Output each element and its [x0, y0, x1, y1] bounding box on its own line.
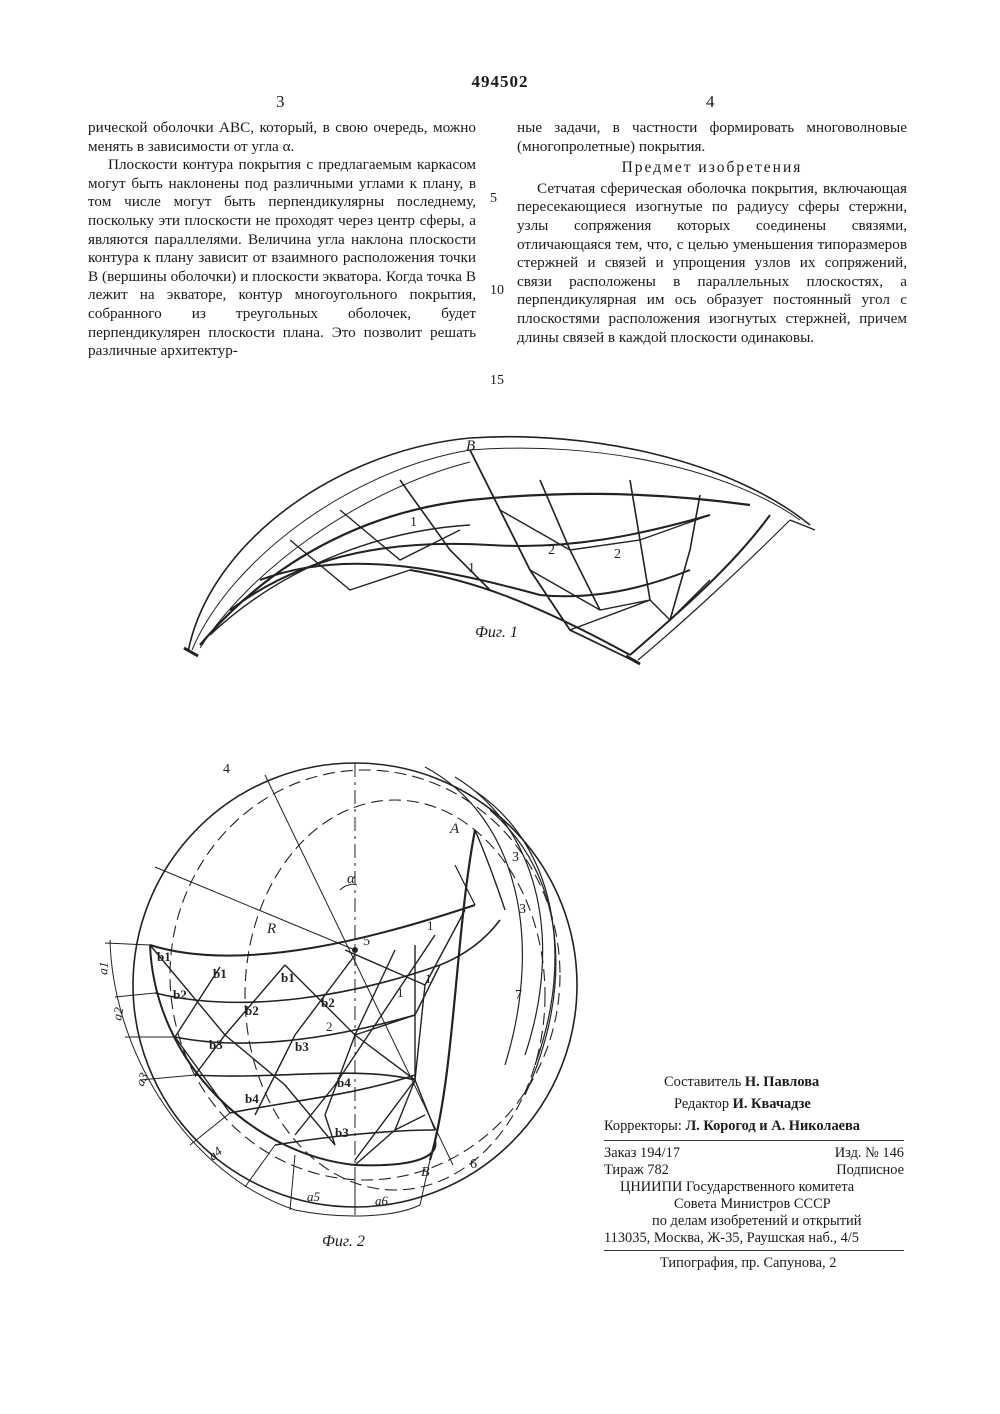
line-number-5: 5 [490, 191, 497, 206]
right-column [517, 119, 907, 347]
fig2-label-1b: 1 [425, 971, 432, 986]
fig2-label-a3: a3 [132, 1070, 152, 1089]
org-line-2: Совета Министров СССР [674, 1196, 831, 1212]
figure-2-drawing [95, 735, 615, 1225]
fig2-label-b2a: b2 [173, 987, 187, 1002]
patent-number: 494502 [471, 72, 529, 91]
fig2-label-a6: a6 [375, 1193, 388, 1208]
fig2-label-a5: a5 [307, 1189, 320, 1204]
fig2-label-b1a: b1 [157, 949, 171, 964]
fig2-label-1a: 1 [427, 918, 434, 933]
fig2-label-4: 4 [223, 762, 230, 777]
compiler-name: Н. Павлова [744, 1074, 820, 1090]
fig2-label-1c: 1 [397, 985, 404, 1000]
right-continuation: ные задачи, в частности формировать многоволновые (многопролетные) покрытия. [517, 119, 907, 155]
edition-number: Изд. № 146 [834, 1145, 904, 1161]
fig1-label-B: B [466, 438, 476, 454]
fig2-label-b1c: b1 [281, 970, 295, 985]
address: 113035, Москва, Ж-35, Раушская наб., 4/5 [604, 1230, 859, 1246]
circulation: Тираж 782 [604, 1162, 669, 1178]
left-paragraph-1: рической оболочки АВС, который, в свою очередь, можно менять в зависимости от угла α. [88, 119, 476, 155]
org-line-1: ЦНИИПИ Государственного комитета [620, 1179, 855, 1195]
proofreaders-label: Корректоры: [604, 1118, 682, 1134]
fig2-label-3a: 3 [512, 850, 519, 865]
fig2-label-a4: a4 [205, 1143, 225, 1164]
org-line-3: по делам изобретений и открытий [652, 1213, 862, 1229]
left-paragraph-2: Плоскости контура покрытия с предлагаемым каркасом могут быть наклонены под различными углами к плану, в том числе могут быть перпендикулярны последнему, поскольку эти плоскости не проходят через центр сферы, а являются параллелями. Величина угла наклона плоскости контура к плану зависит от взаимного расположения точки В (вершины оболочки) и плоскости экватора. Когда точка В лежит на экваторе, контур многоугольного покрытия, собранного из треугольных оболочек, будет перпендикулярен плоскости плана. Это позволит решать различные архитектур- [88, 156, 476, 360]
figure-1-caption: Фиг. 1 [475, 624, 518, 641]
subscription: Подписное [836, 1162, 904, 1178]
fig2-label-5: 5 [363, 934, 370, 949]
fig2-label-B: B [421, 1165, 430, 1180]
proofreaders-names: Л. Корогод и А. Николаева [685, 1118, 860, 1134]
fig2-label-7: 7 [515, 988, 522, 1003]
subject-heading: Предмет изобретения [621, 159, 803, 177]
editor-label: Редактор [674, 1096, 730, 1112]
fig2-label-R: R [267, 921, 277, 937]
fig2-label-b4a: b4 [337, 1075, 351, 1090]
fig1-label-1b: 1 [468, 561, 475, 576]
right-column-number: 4 [706, 92, 715, 111]
line-number-15: 15 [490, 373, 504, 388]
left-column-number: 3 [276, 92, 285, 111]
fig2-label-6: 6 [470, 1157, 477, 1172]
order-number: Заказ 194/17 [604, 1145, 681, 1161]
fig2-label-b2c: b2 [321, 995, 335, 1010]
fig2-label-b4b: b4 [245, 1091, 259, 1106]
fig1-label-2b: 2 [614, 547, 621, 562]
line-number-10: 10 [490, 283, 504, 298]
fig1-label-1a: 1 [410, 515, 417, 530]
fig1-label-2a: 2 [548, 543, 555, 558]
compiler-label: Составитель [664, 1074, 742, 1090]
fig2-label-b3b: b3 [295, 1039, 309, 1054]
fig2-label-alpha: α [347, 871, 355, 887]
fig2-label-3b: 3 [519, 902, 526, 917]
fig2-label-a1: a1 [95, 961, 112, 976]
fig2-label-b1b: b1 [213, 966, 227, 981]
claim-text: Сетчатая сферическая оболочка покрытия, включающая пересекающиеся изогнутые по радиусу сферы стержни, узлы сопряжения которых соединены связями, отличающаяся тем, что, с целью уменьшения типоразмеров стержней и связей и упрощения узлов их сопряжений, связи расположены в параллельных плоскостях, а перпендикулярная им ось образует постоянный угол с плоскостями расположения изогнутых стержней, причем длины связей в каждой плоскости одинаковы. [517, 179, 907, 346]
fig2-label-b3a: b3 [209, 1037, 223, 1052]
fig2-label-b3c: b3 [335, 1125, 349, 1140]
fig2-label-b2b: b2 [245, 1003, 259, 1018]
left-column [88, 119, 476, 361]
fig2-label-2: 2 [326, 1019, 333, 1034]
printing-house: Типография, пр. Сапунова, 2 [660, 1255, 837, 1271]
fig2-label-A: A [450, 821, 460, 837]
publication-credits [604, 1074, 914, 1274]
figure-2-caption: Фиг. 2 [322, 1233, 365, 1250]
editor-name: И. Квачадзе [732, 1096, 811, 1112]
fig2-label-a2: a2 [109, 1006, 127, 1022]
